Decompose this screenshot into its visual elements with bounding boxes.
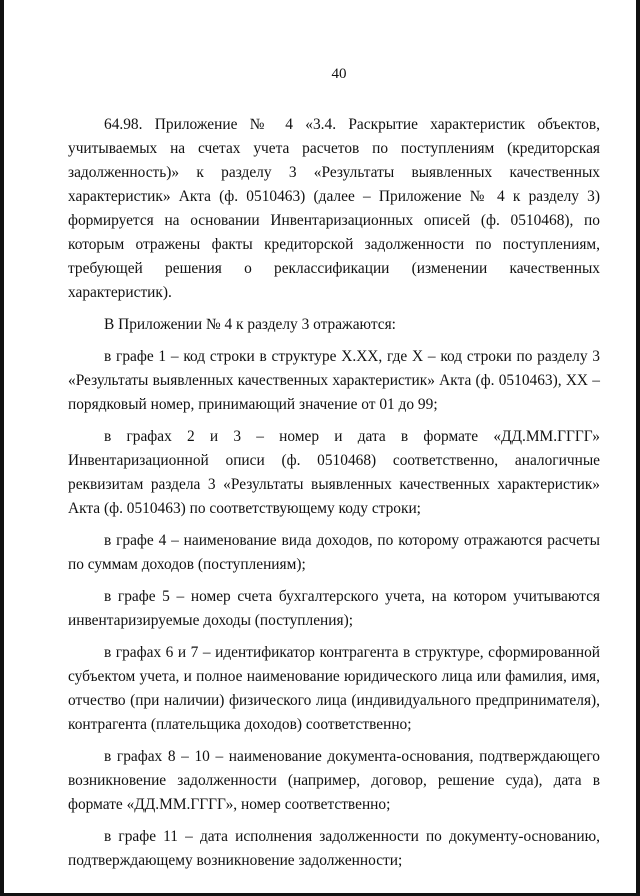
paragraph-columns-8-10: в графах 8 – 10 – наименование документа-основания, подтверждающего возникновение задолженности (например, договор, решение суда), дата в формате «ДД.ММ.ГГГГ», номер соответственно; [68,748,600,813]
document-body [68,113,600,881]
paragraph-columns-2-3: в графах 2 и 3 – номер и дата в формате «ДД.ММ.ГГГГ» Инвентаризационной описи (ф. 0510468) соответственно, аналогичные реквизитам раздела 3 «Результаты выявленных качественных характеристик» Акта (ф. 0510463) по соответствующему коду строки; [68,428,600,517]
scan-edge-right [636,0,640,896]
page-number: 40 [331,66,347,82]
paragraph-column-5: в графе 5 – номер счета бухгалтерского учета, на котором учитываются инвентаризируемые доходы (поступления); [68,588,600,629]
paragraph-columns-6-7: в графах 6 и 7 – идентификатор контрагента в структуре, сформированной субъектом учета, и полное наименование юридического лица или фамилия, имя, отчество (при наличии) физического лица (индивидуального предпринимателя), контрагента (плательщика доходов) соответственно; [68,644,600,733]
paragraph-intro: В Приложении № 4 к разделу 3 отражаются: [104,316,396,333]
paragraph-column-11: в графе 11 – дата исполнения задолженности по документу-основанию, подтверждающему возникновение задолженности; [68,828,600,869]
paragraph-column-4: в графе 4 – наименование вида доходов, по которому отражаются расчеты по суммам доходов (поступлениям); [68,532,600,573]
paragraph-64-98: 64.98. Приложение № 4 «3.4. Раскрытие характеристик объектов, учитываемых на счетах учета расчетов по поступлениям (кредиторская задолженность)» к разделу 3 «Результаты выявленных качественных характеристик» Акта (ф. 0510463) (далее – Приложение № 4 к разделу 3) формируется на основании Инвентаризационных описей (ф. 0510468), по которым отражены факты кредиторской задолженности по поступлениям, требующей решения о реклассификации (изменении качественных характеристик). [68,116,600,301]
paragraph-column-1: в графе 1 – код строки в структуре Х.ХХ, где Х – код строки по разделу 3 «Результаты выявленных качественных характеристик» Акта (ф. 0510463), ХХ – порядковый номер, принимающий значение от 01 до 99; [68,348,600,413]
scan-edge-left [0,0,4,896]
